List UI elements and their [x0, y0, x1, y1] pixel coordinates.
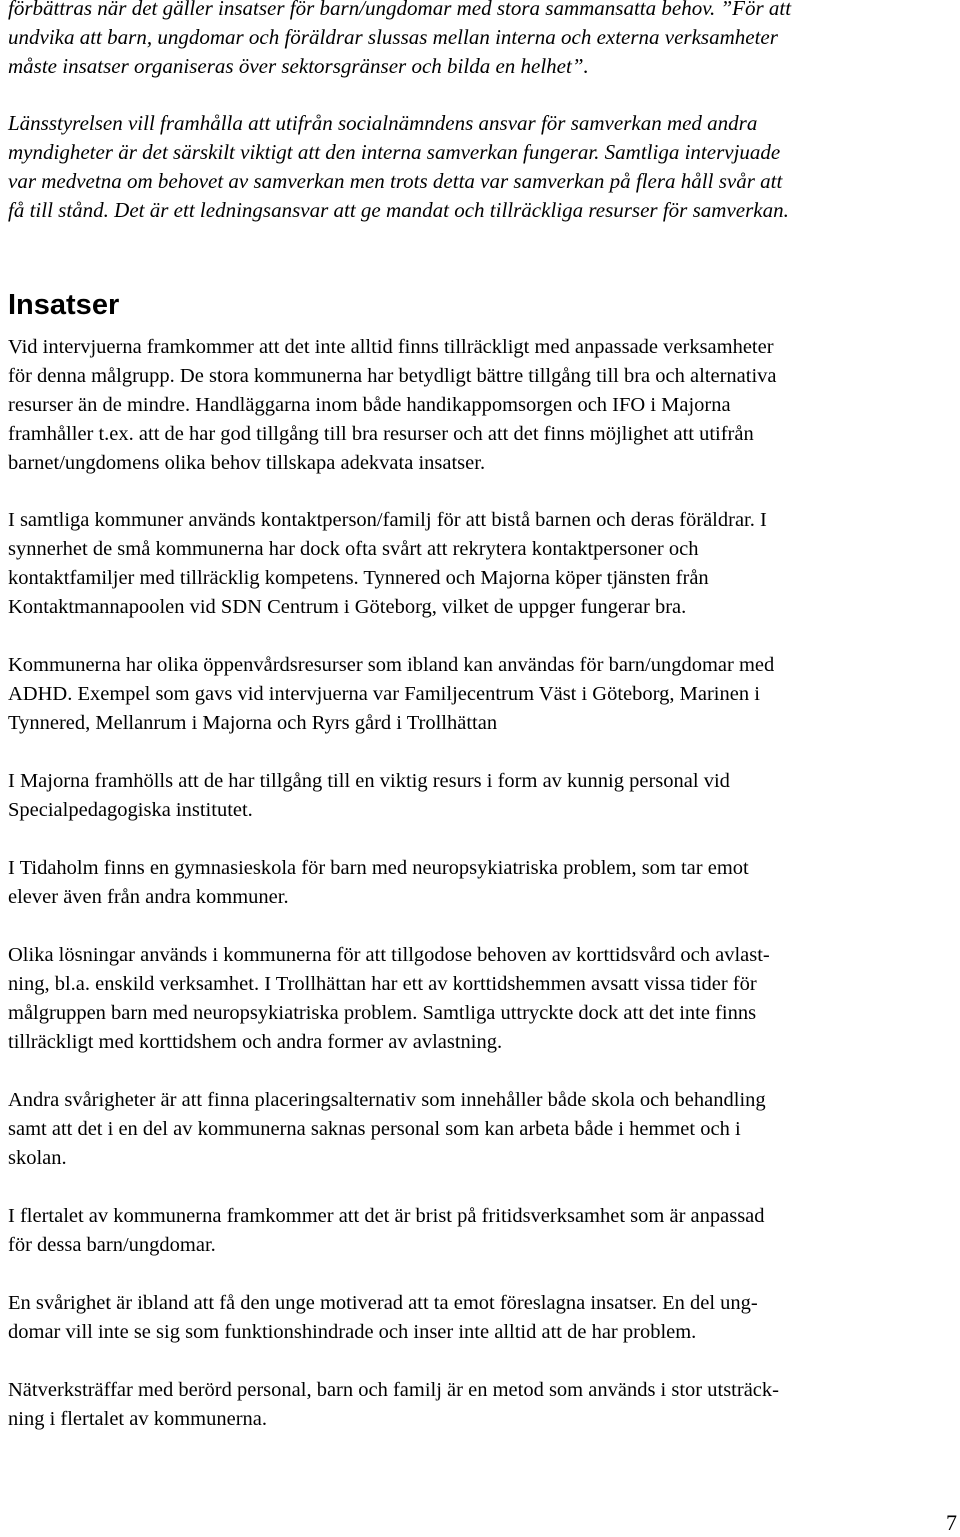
text-line: samt att det i en del av kommunerna saknas personal som kan arbeta både i hemmet och i [8, 1118, 741, 1140]
text-line: ning i flertalet av kommunerna. [8, 1408, 268, 1430]
text-line: synnerhet de små kommunerna har dock ofta svårt att rekrytera kontaktpersoner och [8, 538, 699, 560]
text-line: I Majorna framhölls att de har tillgång till en viktig resurs i form av kunnig personal vid [8, 770, 730, 792]
text-line: myndigheter är det särskilt viktigt att den interna samverkan fungerar. Samtliga intervjuade [8, 140, 781, 164]
body-paragraph [8, 1202, 765, 1260]
text-line: ning, bl.a. enskild verksamhet. I Trollhättan har ett av korttidshemmen avsatt vissa tider för [8, 973, 757, 995]
intro-paragraph-2 [8, 109, 953, 225]
text-line: måste insatser organiseras över sektorsgränser och bilda en helhet”. [8, 54, 589, 78]
text-line: undvika att barn, ungdomar och föräldrar slussas mellan interna och externa verksamheter [8, 25, 778, 49]
text-line: Tynnered, Mellanrum i Majorna och Ryrs gård i Trollhättan [8, 712, 498, 734]
text-line: En svårighet är ibland att få den unge motiverad att ta emot föreslagna insatser. En del ung- [8, 1292, 758, 1314]
page-number: 7 [946, 1510, 957, 1535]
body-paragraph [8, 506, 767, 622]
text-line: Kommunerna har olika öppenvårdsresurser som ibland kan användas för barn/ungdomar med [8, 654, 775, 676]
text-line: Länsstyrelsen vill framhålla att utifrån socialnämndens ansvar för samverkan med andra [8, 111, 758, 135]
text-line: ADHD. Exempel som gavs vid intervjuerna var Familjecentrum Väst i Göteborg, Marinen i [8, 683, 760, 705]
body-paragraph [8, 941, 770, 1057]
intro-paragraph-1 [8, 0, 953, 81]
text-line: tillräckligt med korttidshem och andra former av avlastning. [8, 1031, 503, 1053]
text-line: Specialpedagogiska institutet. [8, 799, 253, 821]
text-line: Olika lösningar används i kommunerna för att tillgodose behoven av korttidsvård och avlast- [8, 944, 770, 966]
body-paragraph [8, 1086, 766, 1173]
text-line: Kontaktmannapoolen vid SDN Centrum i Göteborg, vilket de uppger fungerar bra. [8, 596, 687, 618]
text-line: Nätverksträffar med berörd personal, barn och familj är en metod som används i stor utsträck- [8, 1379, 779, 1401]
text-line: för denna målgrupp. De stora kommunerna har betydligt bättre tillgång till bra och alternativa [8, 365, 777, 387]
text-line: målgruppen barn med neuropsykiatriska problem. Samtliga uttryckte dock att det inte finns [8, 1002, 757, 1024]
text-line: framhåller t.ex. att de har god tillgång till bra resurser och att det finns möjlighet att utifrån [8, 423, 754, 445]
body-paragraph [8, 1289, 758, 1347]
text-line: Vid intervjuerna framkommer att det inte alltid finns tillräckligt med anpassade verksamheter [8, 336, 774, 358]
body-paragraph [8, 767, 730, 825]
text-line: var medvetna om behovet av samverkan men trots detta var samverkan på flera håll svår att [8, 169, 783, 193]
text-line: få till stånd. Det är ett ledningsansvar att ge mandat och tillräckliga resurser för samverkan. [8, 198, 789, 222]
text-line: kontaktfamiljer med tillräcklig kompetens. Tynnered och Majorna köper tjänsten från [8, 567, 709, 589]
text-line: I samtliga kommuner används kontaktperson/familj för att bistå barnen och deras föräldrar. I [8, 509, 767, 531]
text-line: förbättras när det gäller insatser för barn/ungdomar med stora sammansatta behov. ”För att [8, 0, 792, 20]
text-line: barnet/ungdomens olika behov tillskapa adekvata insatser. [8, 452, 486, 474]
text-line: skolan. [8, 1147, 67, 1169]
text-line: Andra svårigheter är att finna placeringsalternativ som innehåller både skola och behandling [8, 1089, 766, 1111]
body-paragraph [8, 854, 749, 912]
text-line: för dessa barn/ungdomar. [8, 1234, 216, 1256]
intro-quote-block [8, 0, 953, 225]
section-heading: Insatser [8, 289, 120, 321]
text-line: domar vill inte se sig som funktionshindrade och inser inte alltid att de har problem. [8, 1321, 697, 1343]
body-paragraph [8, 651, 774, 738]
text-line: resurser än de mindre. Handläggarna inom både handikappomsorgen och IFO i Majorna [8, 394, 731, 416]
body-paragraph [8, 333, 777, 478]
body-paragraph [8, 1376, 779, 1434]
text-line: I flertalet av kommunerna framkommer att det är brist på fritidsverksamhet som är anpassad [8, 1205, 765, 1227]
text-line: elever även från andra kommuner. [8, 886, 289, 908]
text-line: I Tidaholm finns en gymnasieskola för barn med neuropsykiatriska problem, som tar emot [8, 857, 749, 879]
